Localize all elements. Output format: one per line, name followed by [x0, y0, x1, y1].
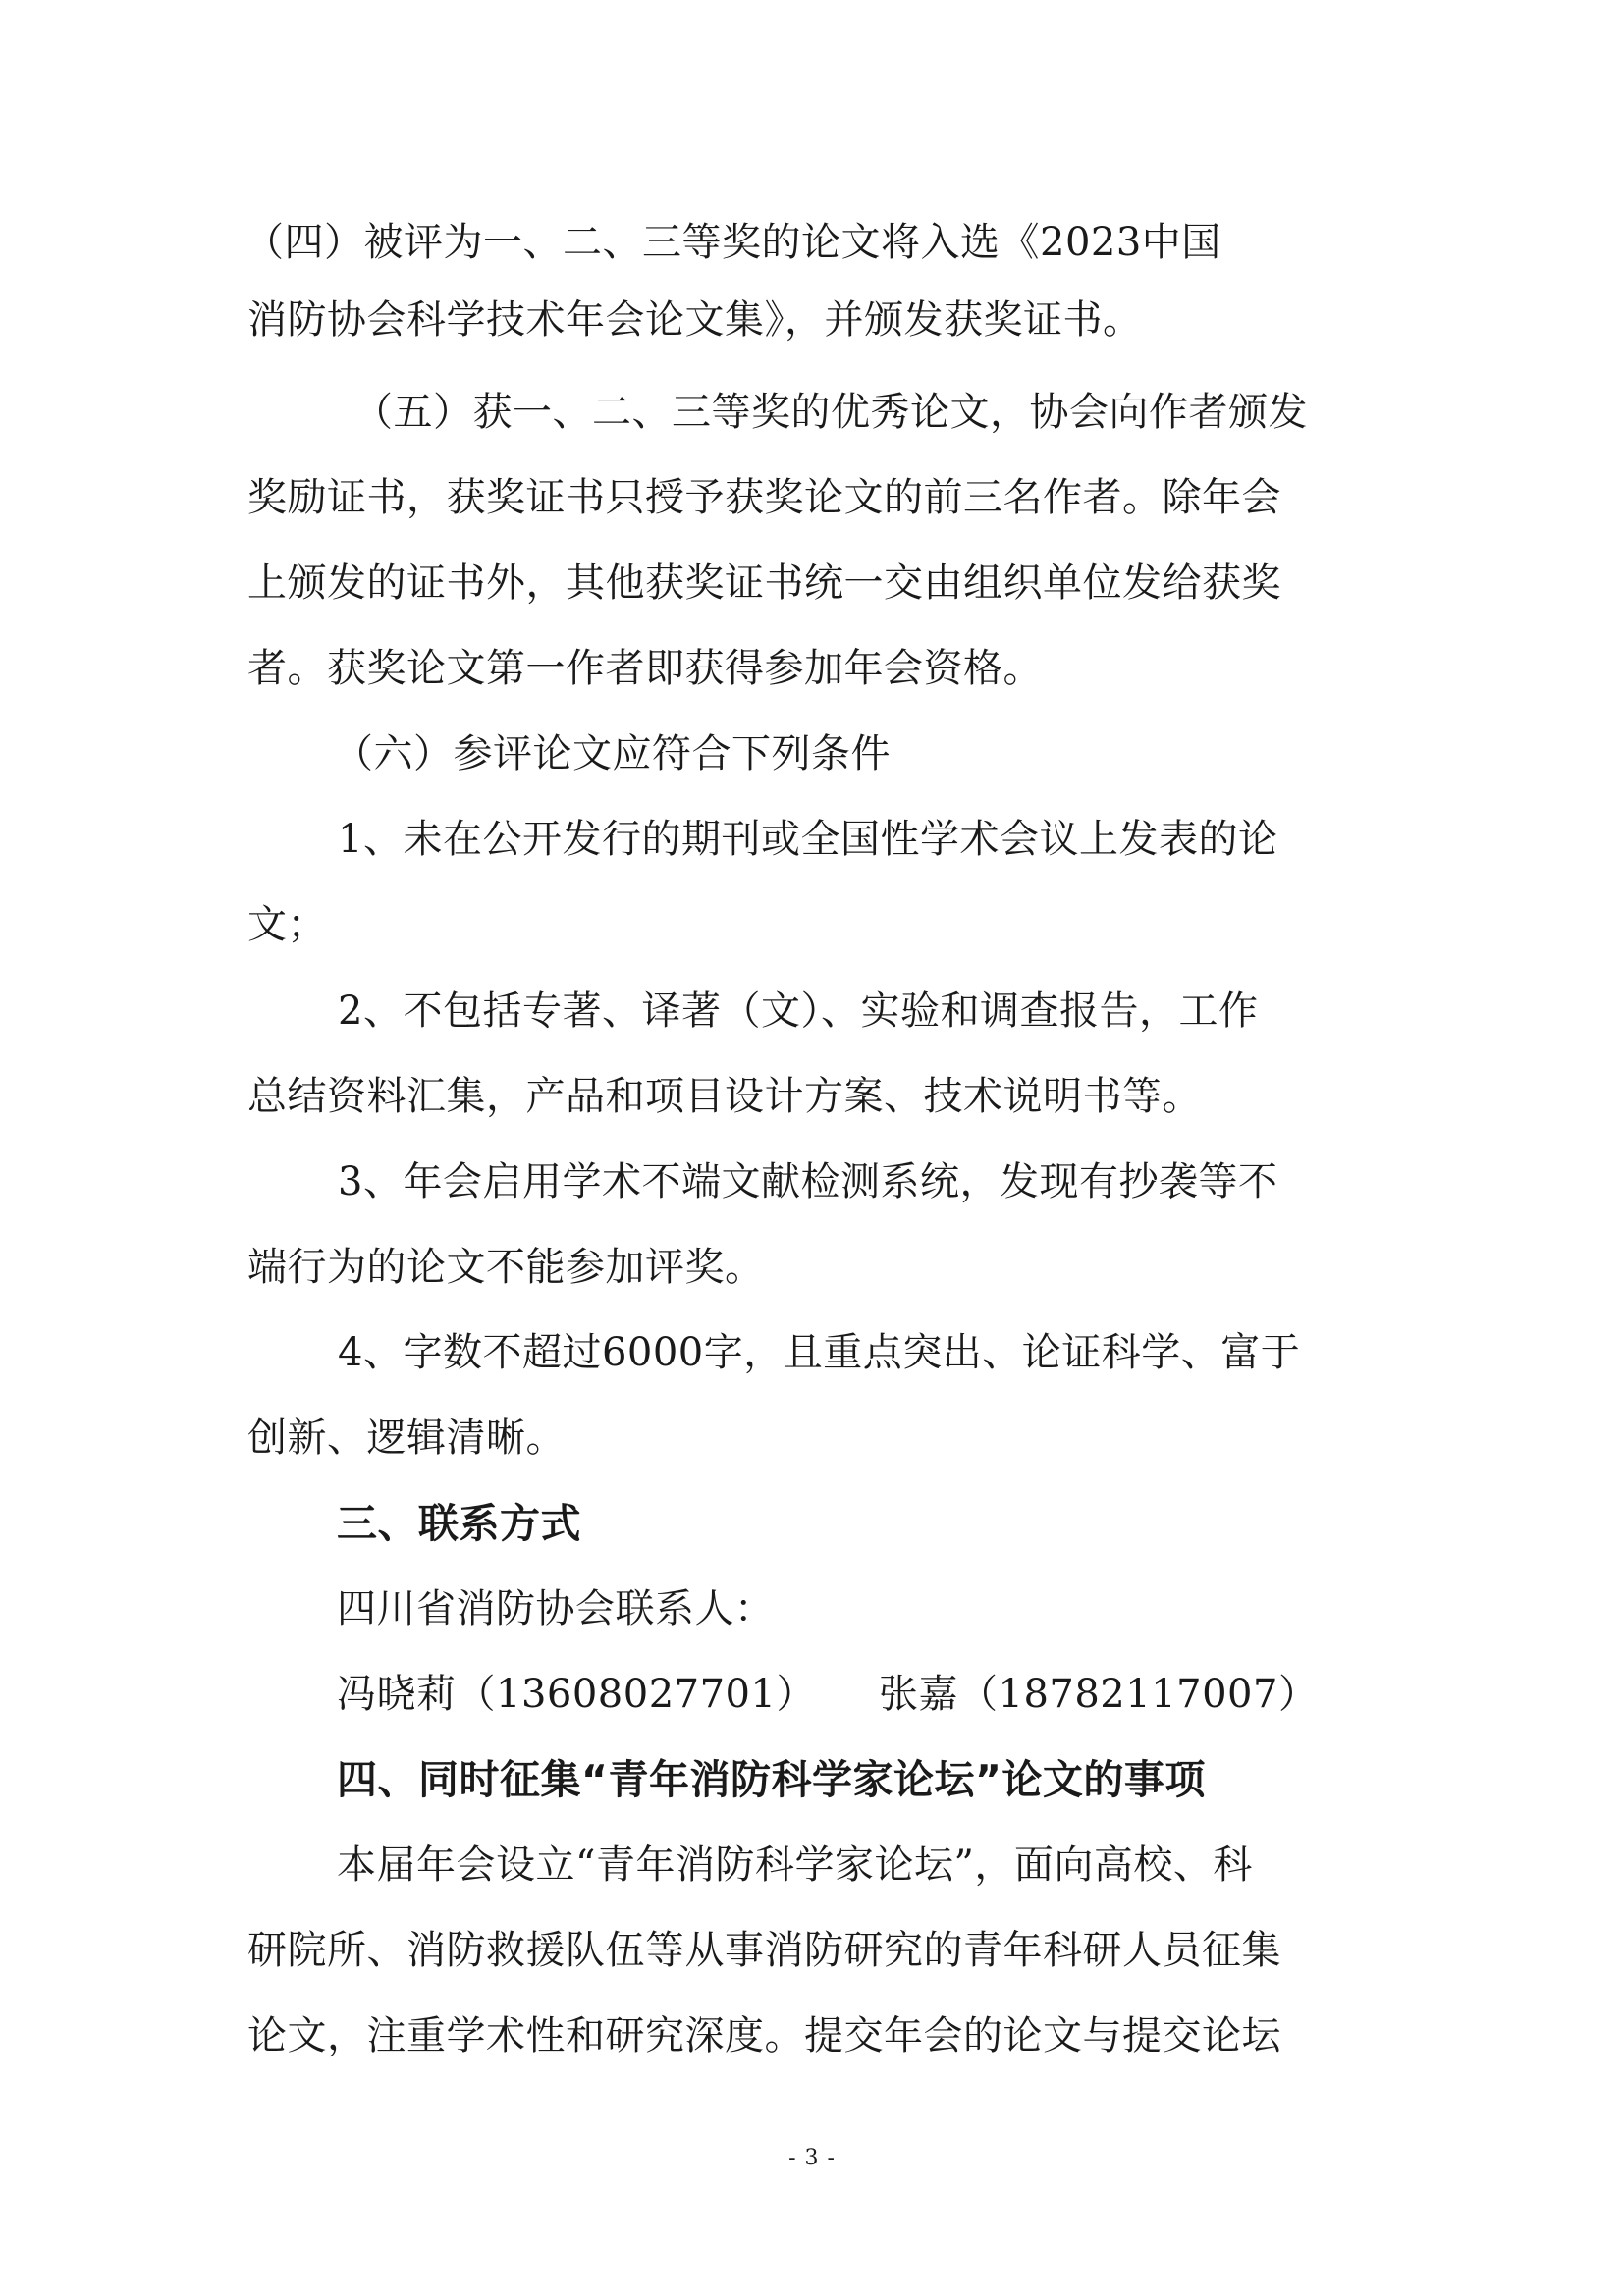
page-number: - 3 - [788, 2146, 836, 2170]
document-page: （四）被评为一、二、三等奖的论文将入选《2023中国 消防协会科学技术年会论文集》，并颁发获奖证书。 （五）获一、二、三等奖的优秀论文，协会向作者颁发 奖励证书，获奖证书只授予获奖论文的前三名作者。除年会 上颁发的证书外，其他获奖证书统一交由组织单位发给获奖 者。获奖论文第一作者即获得参加年会资格。 （六）参评论文应符合下列条件 1、未在公开发行的期刊或全国性学术会议上发表的论 文； 2、不包括专著、译著（文）、实验和调查报告，工作 总结资料汇集，产品和项目设计方案、技术说明书等。 3、年会启用学术不端文献检测系统，发现有抄袭等不 端行为的论文不能参加评奖。 4、字数不超过6000字，且重点突出、论证科学、富于 创新、逻辑清晰。 三、联系方式 四川省消防协会联系人： 冯晓莉（13608027701） 张嘉（18782117007） 四、同时征集“青年消防科学家论坛”论文的事项 本届年会设立“青年消防科学家论坛”，面向高校、科 研院所、消防救援队伍等从事消防研究的青年科研人员征集 论文，注重学术性和研究深度。提交年会的论文与提交论坛 - 3 - [0, 0, 1624, 2296]
contact-1: 冯晓莉（13608027701） [337, 1672, 816, 1717]
contact-2: 张嘉（18782117007） [879, 1672, 1319, 1717]
